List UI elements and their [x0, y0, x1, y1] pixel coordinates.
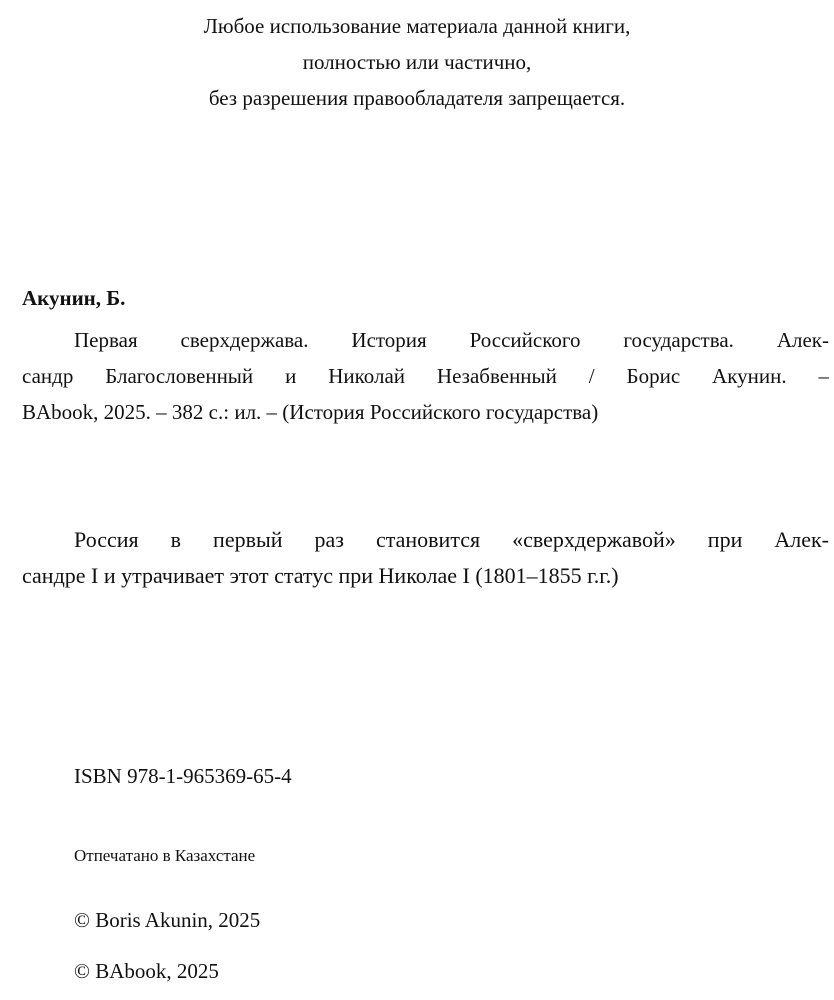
- notice-line: без разрешения правообладателя запрещается.: [208, 86, 626, 110]
- isbn: ISBN 978-1-965369-65-4: [74, 764, 292, 788]
- copyright-author: © Boris Akunin, 2025: [74, 908, 261, 932]
- catalog-description-line: BAbook, 2025. – 382 с.: ил. – (История Российского государства): [22, 400, 599, 424]
- printed-in: Отпечатано в Казахстане: [74, 846, 256, 865]
- annotation-line: сандре I и утрачивает этот статус при Николае I (1801–1855 г.г.): [22, 563, 619, 588]
- annotation-line: Россия в первый раз становится «сверхдержавой» при Алек-: [74, 527, 829, 552]
- copyright-publisher: © BAbook, 2025: [74, 959, 219, 983]
- author-heading: Акунин, Б.: [22, 286, 126, 310]
- catalog-description-line: Первая сверхдержава. История Российского государства. Алек-: [74, 328, 829, 352]
- notice-line: Любое использование материала данной книги,: [203, 14, 631, 38]
- notice-line: полностью или частично,: [302, 50, 532, 74]
- catalog-description-line: сандр Благословенный и Николай Незабвенный / Борис Акунин. –: [22, 364, 829, 388]
- copyright-notice: [0, 8, 834, 116]
